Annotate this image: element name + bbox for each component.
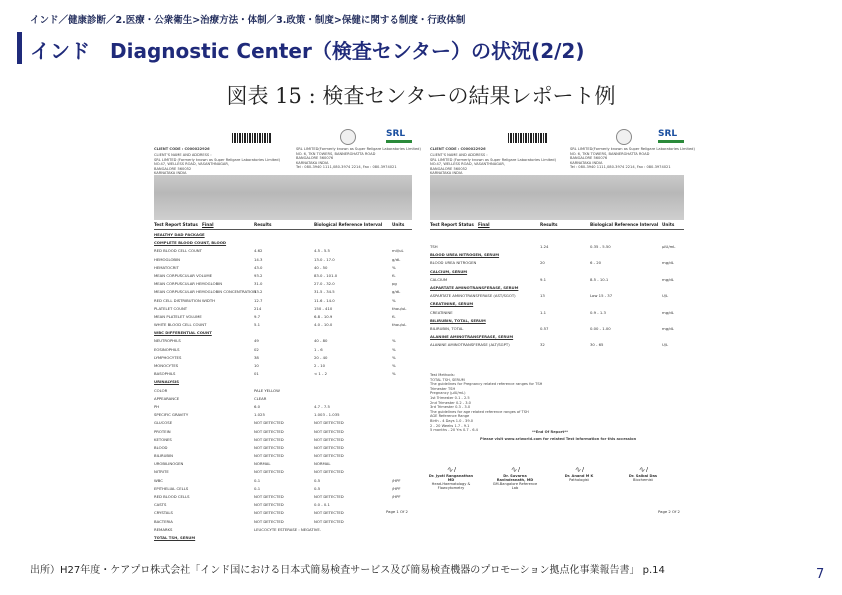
table-row xyxy=(154,370,412,378)
cell-r: 1.24 xyxy=(540,244,549,249)
cell-n: RED BLOOD CELL COUNT xyxy=(154,248,202,254)
cell-n: LYMPHOCYTES xyxy=(154,354,182,360)
cell-u: U/L xyxy=(662,293,669,299)
cell-ref: 6 - 20 xyxy=(590,260,602,266)
cell-n: CASTS xyxy=(154,502,167,508)
note-line: AGE Reference Range xyxy=(430,414,470,419)
cell-ref: NORMAL xyxy=(314,461,331,467)
client-code: CLIENT CODE : C000022926 xyxy=(430,147,486,151)
cell-r: 20 xyxy=(540,260,545,266)
cell-r: 49 xyxy=(254,338,259,344)
table-row xyxy=(154,354,412,362)
note-line: TOTAL TSH, SERUM xyxy=(430,377,465,382)
cell-r: 1.025 xyxy=(254,412,265,418)
table-row xyxy=(154,329,412,337)
table-row xyxy=(154,493,412,501)
cell-r: 01 xyxy=(254,371,259,377)
cell-r: 93.2 xyxy=(254,272,263,278)
cell-n: HEMATOCRIT xyxy=(154,264,179,270)
cell-u: % xyxy=(392,338,396,344)
cell-n: BLOOD UREA NITROGEN xyxy=(430,260,477,266)
cell-u: µIU/mL xyxy=(662,244,676,249)
cell-ref: 30 - 65 xyxy=(590,342,604,348)
cell-u: thou/uL xyxy=(392,322,407,328)
cell-ref: 1.003 - 1.035 xyxy=(314,412,340,418)
table-row xyxy=(430,317,684,325)
cell-n: BACTERIA xyxy=(154,518,173,524)
cell-u: /HPF xyxy=(392,485,401,491)
cell-ref: NOT DETECTED xyxy=(314,444,344,450)
cell-n: MEAN CORPUSCULAR HEMOGLOBIN CONCENTRATION xyxy=(154,289,257,295)
cell-n: GLUCOSE xyxy=(154,420,173,426)
table-row xyxy=(430,325,684,333)
srl-logo: SRL xyxy=(386,129,412,143)
cell-n: SPECIFIC GRAVITY xyxy=(154,412,189,418)
table-row xyxy=(154,509,412,517)
cell-n: REMARKS xyxy=(154,526,173,532)
cell-u: mg/dL xyxy=(662,260,674,266)
cell-n: HEMOGLOBIN xyxy=(154,256,180,262)
cell-u: pg xyxy=(392,281,397,287)
cell-ref: NOT DETECTED xyxy=(314,510,344,516)
table-row xyxy=(154,452,412,460)
cell-n: CALCIUM xyxy=(430,276,448,282)
client-code: CLIENT CODE : C000022926 xyxy=(154,147,210,151)
cell-r: 6.0 xyxy=(254,403,261,409)
cell-r: LEUCOCYTE ESTERASE : NEGATIVE. xyxy=(254,526,321,532)
note-line: 3rd Trimester 0.3 - 3.0 xyxy=(430,405,471,410)
table-row xyxy=(154,264,412,272)
note-line: 5 months - 20 Yrs 0.7 - 6.4 xyxy=(430,428,478,433)
cell-n: UROBILINOGEN xyxy=(154,461,184,467)
cell-ref: 11.6 - 14.0 xyxy=(314,297,335,303)
title-accent-bar xyxy=(17,32,22,64)
cell-ref: NOT DETECTED xyxy=(314,453,344,459)
cell-n: NITRITE xyxy=(154,469,169,475)
note-line: Test Methods: xyxy=(430,373,455,377)
disclaimer: Please visit www.srlworld.com for related Test Information for this accession xyxy=(480,437,637,441)
cell-n: PH xyxy=(154,403,160,409)
cell-r: NOT DETECTED xyxy=(254,444,284,450)
table-row xyxy=(154,468,412,476)
table-row xyxy=(154,362,412,370)
table-row xyxy=(154,419,412,427)
cell-r: NOT DETECTED xyxy=(254,420,284,426)
cell-n: RED BLOOD CELLS xyxy=(154,494,190,499)
table-row xyxy=(430,292,684,300)
table-row xyxy=(154,272,412,280)
srl-logo: SRL xyxy=(658,129,684,143)
cell-r: NOT DETECTED xyxy=(254,502,284,508)
cell-n: KETONES xyxy=(154,436,172,442)
cell-n: WBC DIFFERENTIAL COUNT xyxy=(154,330,212,336)
cell-n: CRYSTALS xyxy=(154,510,173,516)
cell-u: % xyxy=(392,363,396,368)
cell-n: EPITHELIAL CELLS xyxy=(154,485,189,491)
table-row xyxy=(154,444,412,452)
cell-n: ASPARTATE AMINOTRANSFERASE (AST/SGOT) xyxy=(430,293,516,299)
table-row xyxy=(154,485,412,493)
cell-ref: 0.00 - 1.00 xyxy=(590,325,611,331)
signatory-role: Head-Haematology & Flowcytometry xyxy=(431,482,471,490)
cell-u: thou/uL xyxy=(392,305,407,311)
test-method-notes xyxy=(430,373,542,433)
signature-mark: ∿≀ xyxy=(510,465,520,474)
cell-n: BILIRUBIN, TOTAL xyxy=(430,325,464,331)
signatory-name: Dr. Saibal Das xyxy=(628,474,658,478)
cell-r: 9.7 xyxy=(254,313,261,319)
cell-n: WBC xyxy=(154,477,163,483)
cell-ref: NOT DETECTED xyxy=(314,469,344,475)
table-row xyxy=(154,346,412,354)
cell-n: CALCIUM, SERUM xyxy=(430,268,468,274)
cell-ref: 1 - 6 xyxy=(314,346,323,352)
cell-n: COLOR xyxy=(154,387,168,393)
cell-u: mil/uL xyxy=(392,248,404,254)
table-row xyxy=(154,501,412,509)
cell-n: ALANINE AMINOTRANSFERASE, SERUM xyxy=(430,334,514,340)
cell-n: MEAN CORPUSCULAR VOLUME xyxy=(154,272,213,278)
cell-ref: 13.0 - 17.0 xyxy=(314,256,335,262)
client-address: CLIENT'S NAME AND ADDRESS : SRL LIMITED (Formerly known as Super Religare Laboratories Limited) NO.47, WELLESS ROAD, VASANTHNAGAR, BANGALORE 560052 KARNATAKA INDIA xyxy=(154,153,280,176)
cell-ref: NOT DETECTED xyxy=(314,428,344,434)
cell-u: g/dL xyxy=(392,289,401,295)
source-citation: 出所）H27年度・ケアプロ株式会社「インド国における日本式簡易検査サービス及び簡易検査機器のプロモーション拠点化事業報告書」 p.14 xyxy=(30,565,665,576)
cell-n: APPEARANCE xyxy=(154,395,180,401)
table-row xyxy=(430,309,684,317)
cell-n: BLOOD UREA NITROGEN, SERUM xyxy=(430,252,500,258)
cell-n: TOTAL TSH, SERUM xyxy=(154,534,196,540)
cell-r: NORMAL xyxy=(254,461,271,467)
cell-r: 10 xyxy=(254,363,259,368)
table-row xyxy=(430,259,684,267)
table-row xyxy=(154,297,412,305)
cell-n: BILIRUBIN xyxy=(154,453,173,459)
cell-ref: 31.5 - 34.5 xyxy=(314,289,335,295)
lab-address: SRL LIMITED(Formerly known as Super Religare Laboratories Limited) NO. 6, TKN TOWERS, BANNERGHATTA ROAD BANGALORE 560076 KARNATAKA INDIA Tel : 080-3940 1111,080-3974 2214, Fax : 080-3974021 xyxy=(296,147,421,170)
cell-r: NOT DETECTED xyxy=(254,518,284,524)
end-of-report: **End Of Report** xyxy=(532,430,568,434)
lab-seal-logo xyxy=(340,129,356,145)
table-row xyxy=(154,231,412,239)
table-row xyxy=(154,460,412,468)
results-table-header: Test Report Status Final Results Biological Reference Interval Units xyxy=(430,222,684,230)
cell-ref: 83.0 - 101.0 xyxy=(314,272,338,278)
cell-r: 14.3 xyxy=(254,256,263,262)
cell-r: 38 xyxy=(254,354,259,360)
cell-r: NOT DETECTED xyxy=(254,510,284,516)
cell-u: % xyxy=(392,346,396,352)
barcode-image xyxy=(232,133,272,143)
cell-n: BILIRUBIN, TOTAL, SERUM xyxy=(430,317,486,323)
lab-report-page-2 xyxy=(424,125,695,520)
page-title: インド Diagnostic Center（検査センター）の状況(2/2) xyxy=(30,39,585,63)
cell-r: 0-1 xyxy=(254,477,261,483)
cell-r: 0.57 xyxy=(540,325,549,331)
table-row xyxy=(154,321,412,329)
cell-ref: 27.0 - 32.0 xyxy=(314,281,335,287)
cell-n: CREATININE xyxy=(430,309,453,315)
cell-r: NOT DETECTED xyxy=(254,436,284,442)
table-row xyxy=(154,378,412,386)
cell-ref: NOT DETECTED xyxy=(314,436,344,442)
signature-mark: ∿≀ xyxy=(574,465,584,474)
lab-address: SRL LIMITED(Formerly known as Super Religare Laboratories Limited) NO. 6, TKN TOWERS, BANNERGHATTA ROAD BANGALORE 560076 KARNATAKA INDIA Tel : 080-3940 1111,080-3974 2214, Fax : 080-3974021 xyxy=(570,147,695,170)
cell-r: 214 xyxy=(254,305,262,311)
cell-n: MEAN CORPUSCULAR HEMOGLOBIN xyxy=(154,281,223,287)
signatory-name: Dr. Suvarna Ravindranath, MD xyxy=(496,474,534,482)
cell-u: /HPF xyxy=(392,477,401,483)
signatory xyxy=(554,465,604,482)
cell-r: 33.2 xyxy=(254,289,263,295)
table-row xyxy=(154,411,412,419)
cell-r: NOT DETECTED xyxy=(254,428,284,434)
signature-mark: ∿≀ xyxy=(446,465,456,474)
note-line: Trimester TSH xyxy=(430,386,456,391)
table-row xyxy=(154,436,412,444)
cell-n: URINALYSIS xyxy=(154,379,179,385)
cell-n: CREATININE, SERUM xyxy=(430,301,474,307)
page-number: 7 xyxy=(816,567,825,582)
note-line: The guidelines for age related reference ranges of TSH xyxy=(430,409,529,414)
page-label: Page 2 Of 2 xyxy=(658,509,680,514)
cell-ref: 150 - 410 xyxy=(314,305,333,311)
cell-r: PALE YELLOW xyxy=(254,387,280,393)
figure-caption: 図表 15 : 検査センターの結果レポート例 xyxy=(226,84,616,108)
table-row xyxy=(154,395,412,403)
signatory xyxy=(618,465,668,482)
note-line: Birth - 4 Days 1.0 - 39.0 xyxy=(430,418,474,423)
cell-r: 0-1 xyxy=(254,485,261,491)
cell-ref: 0-5 xyxy=(314,485,321,491)
cell-n: WHITE BLOOD CELL COUNT xyxy=(154,322,207,328)
table-row xyxy=(154,477,412,485)
cell-u: mg/dL xyxy=(662,325,674,331)
cell-u: fL xyxy=(392,272,396,278)
cell-ref: 4.5 - 5.5 xyxy=(314,248,330,254)
cell-r: 9.1 xyxy=(540,276,547,282)
note-line: 1st Trimester 0.1 - 2.5 xyxy=(430,395,470,400)
table-row xyxy=(154,337,412,345)
cell-r: 13 xyxy=(540,293,545,299)
cell-n: NEUTROPHILS xyxy=(154,338,181,344)
table-row xyxy=(154,280,412,288)
cell-u: U/L xyxy=(662,342,669,348)
cell-ref: NOT DETECTED xyxy=(314,420,344,426)
cell-ref: 4.0 - 10.0 xyxy=(314,322,333,328)
cell-ref: 40 - 80 xyxy=(314,338,328,344)
cell-n: HEALTHY DAD PACKAGE xyxy=(154,232,205,237)
table-row xyxy=(154,256,412,264)
table-row xyxy=(154,526,412,534)
cell-u: /HPF xyxy=(392,494,401,499)
cell-u: fL xyxy=(392,313,396,319)
cell-r: 4.62 xyxy=(254,248,263,254)
note-line: 2nd Trimester 0.2 - 3.0 xyxy=(430,400,471,405)
cell-ref: 0.0 - 0.1 xyxy=(314,502,330,508)
table-row xyxy=(154,403,412,411)
cell-r: 1.1 xyxy=(540,309,547,315)
cell-n: ASPARTATE AMINOTRANSFERASE, SERUM xyxy=(430,284,519,290)
signatory xyxy=(426,465,476,490)
cell-r: 32 xyxy=(540,342,545,348)
cell-r: NOT DETECTED xyxy=(254,469,284,475)
results-table xyxy=(430,243,684,349)
table-row xyxy=(430,300,684,308)
table-row xyxy=(154,247,412,255)
cell-n: PLATELET COUNT xyxy=(154,305,188,311)
cell-n: MEAN PLATELET VOLUME xyxy=(154,313,202,319)
cell-ref: 40 - 50 xyxy=(314,264,328,270)
table-row xyxy=(154,239,412,247)
table-row xyxy=(154,518,412,526)
cell-u: % xyxy=(392,297,396,303)
signatory-name: Dr. Anand M K xyxy=(564,474,594,478)
cell-ref: Low 15 - 37 xyxy=(590,293,613,299)
breadcrumb: インド／健康診断／2.医療・公衆衛生>治療方法・体制／3.政策・制度>保健に関する制度・行政体制 xyxy=(30,15,466,26)
signatory xyxy=(490,465,540,490)
table-row xyxy=(154,428,412,436)
cell-ref: NOT DETECTED xyxy=(314,494,344,499)
cell-n: TSH xyxy=(430,244,438,249)
note-line: The guidelines for Pregnancy related reference ranges for TSH xyxy=(430,382,543,387)
cell-n: COMPLETE BLOOD COUNT, BLOOD xyxy=(154,240,227,246)
cell-u: mg/dL xyxy=(662,309,674,315)
table-row xyxy=(430,276,684,284)
cell-ref: 8.5 - 10.1 xyxy=(590,276,609,282)
cell-r: 12.7 xyxy=(254,297,263,303)
signatory-name: Dr. Jyoti Ranganathan MD xyxy=(428,474,474,482)
results-table-header: Test Report Status Final Results Biological Reference Interval Units xyxy=(154,222,412,230)
table-row xyxy=(154,534,412,542)
cell-ref: 0.9 - 1.3 xyxy=(590,309,606,315)
table-row xyxy=(430,341,684,349)
results-table xyxy=(154,231,412,542)
cell-n: EOSINOPHILS xyxy=(154,346,180,352)
lab-report-page-1 xyxy=(148,125,421,540)
cell-u: % xyxy=(392,264,396,270)
signatory-role: GM-Bangalore Reference Lab xyxy=(492,482,538,490)
page-label: Page 1 Of 2 xyxy=(386,509,408,514)
cell-n: BLOOD xyxy=(154,444,168,450)
cell-u: % xyxy=(392,354,396,360)
cell-ref: 4.7 - 7.5 xyxy=(314,403,330,409)
cell-r: CLEAR xyxy=(254,395,267,401)
cell-r: NOT DETECTED xyxy=(254,494,284,499)
cell-u: mg/dL xyxy=(662,276,674,282)
cell-r: 31.0 xyxy=(254,281,263,287)
lab-seal-logo xyxy=(616,129,632,145)
cell-r: 5.1 xyxy=(254,322,261,328)
barcode-image xyxy=(508,133,548,143)
cell-n: BASOPHILS xyxy=(154,371,176,377)
cell-r: 43.0 xyxy=(254,264,263,270)
cell-n: MONOCYTES xyxy=(154,363,179,368)
cell-n: PROTEIN xyxy=(154,428,171,434)
table-row xyxy=(430,243,684,251)
table-row xyxy=(430,333,684,341)
cell-u: g/dL xyxy=(392,256,401,262)
cell-r: NOT DETECTED xyxy=(254,453,284,459)
cell-ref: 20 - 40 xyxy=(314,354,328,360)
cell-ref: 0-5 xyxy=(314,477,321,483)
cell-n: RED CELL DISTRIBUTION WIDTH xyxy=(154,297,216,303)
cell-ref: NOT DETECTED xyxy=(314,518,344,524)
cell-ref: 0.35 - 5.50 xyxy=(590,244,611,249)
table-row xyxy=(154,288,412,296)
signatory-role: Biochemist xyxy=(633,478,653,482)
table-row xyxy=(154,387,412,395)
signatory-role: Pathologist xyxy=(569,478,589,482)
client-address: CLIENT'S NAME AND ADDRESS : SRL LIMITED (Formerly known as Super Religare Laboratories Limited) NO.47, WELLESS ROAD, VASANTHNAGAR, BANGALORE 560052 KARNATAKA INDIA xyxy=(430,153,556,176)
table-row xyxy=(430,251,684,259)
signature-mark: ∿≀ xyxy=(638,465,648,474)
note-line: Pregnancy (µIU/mL) xyxy=(430,391,466,396)
cell-r: 02 xyxy=(254,346,259,352)
table-row xyxy=(430,284,684,292)
cell-ref: 2 - 10 xyxy=(314,363,326,368)
table-row xyxy=(430,268,684,276)
table-row xyxy=(154,313,412,321)
cell-ref: 6.8 - 10.9 xyxy=(314,313,333,319)
cell-n: ALANINE AMINOTRANSFERASE (ALT/SGPT) xyxy=(430,342,510,348)
note-line: 2 - 20 Weeks 1.7 - 9.1 xyxy=(430,423,470,428)
cell-ref: < 1 - 2 xyxy=(314,371,328,377)
redacted-patient-info xyxy=(430,175,684,220)
redacted-patient-info xyxy=(154,175,412,220)
cell-u: % xyxy=(392,371,396,377)
table-row xyxy=(154,305,412,313)
